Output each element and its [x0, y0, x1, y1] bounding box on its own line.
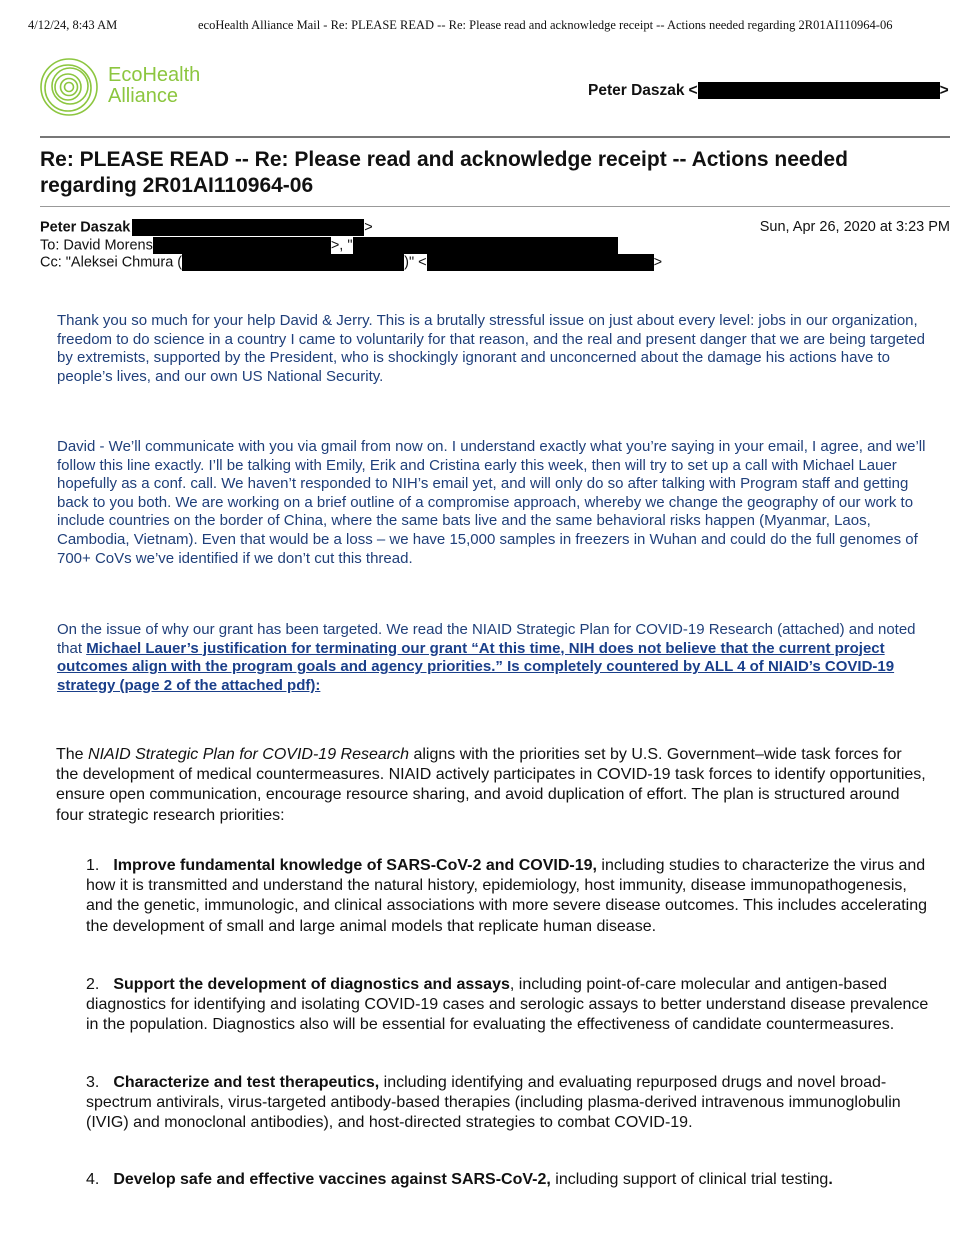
priority-number: 2. [86, 976, 100, 993]
priority-number: 3. [86, 1074, 100, 1091]
priority-text: including support of clinical trial testing [550, 1171, 829, 1188]
priority-number: 4. [86, 1171, 100, 1188]
sent-datetime: Sun, Apr 26, 2020 at 3:23 PM [759, 219, 950, 235]
priority-item-2 [86, 975, 936, 1036]
redaction-bar [182, 254, 404, 271]
print-title: ecoHealth Alliance Mail - Re: PLEASE READ -- Re: Please read and acknowledge receipt -- Actions needed regarding 2R01AI110964-06 [198, 18, 893, 32]
sender-close-bracket: > [364, 219, 373, 236]
message-meta [40, 219, 950, 272]
owner-open-bracket: < [688, 82, 698, 99]
priority-item-1 [86, 856, 936, 937]
sender-name: Peter Daszak [40, 219, 131, 236]
logo-line-1: EcoHealth [108, 64, 201, 86]
cc-close-bracket: > [653, 254, 663, 271]
plan-lead: The [56, 746, 89, 763]
priority-heading: Support the development of diagnostics and assays [113, 976, 510, 993]
redaction-bar [427, 254, 654, 271]
redaction-bar [698, 82, 940, 99]
plan-title: NIAID Strategic Plan for COVID-19 Research [88, 746, 410, 763]
paragraph-3-text: On the issue of why our grant has been targeted. We read the NIAID Strategic Plan for COVID-19 Research (attached) and noted that [57, 621, 916, 657]
body-paragraph-1: Thank you so much for your help David & Jerry. This is a brutally stressful issue on just about every level: jobs in our organization, freedom to do science in a country I came to voluntarily for that reason, and the real and present danger that we are being targeted by extremists, supported by the President, who is shockingly ignorant and unconcerned about the damage his actions have to people’s lives, and our own US National Security. [57, 312, 926, 385]
subject-divider [40, 206, 950, 207]
header-divider [40, 136, 950, 138]
body-paragraph-3 [57, 621, 937, 695]
plan-description: aligns with the priorities set by U.S. Government–wide task forces for the development of medical countermeasures. NIAID actively participates in COVID-19 task forces to identify opportunities, ensure open communication, encourage resource sharing, and avoid duplication of effort. The plan is structured around four strategic research priorities: [56, 746, 926, 824]
strategic-plan-intro [56, 745, 926, 826]
ecohealth-logo [38, 56, 218, 116]
body-paragraph-2: David - We’ll communicate with you via gmail from now on. I understand exactly what you’re saying in your email, I agree, and we’ll follow this line exactly. I’ll be talking with Emily, Erik and Cristina early this week, then will try to set up a call with Michael Lauer hopefully as a conf. call. We haven’t responded to NIH’s email yet, and will only do so after talking with Program staff and getting back to you both. We are working on a brief outline of a compromise approach, whereby we change the geography of our work to include countries on the border of China, where the same bats live and the same behavioral risks happen (Myanmar, Laos, Cambodia, Vietnam). Even that would be a loss – we have 15,000 samples in freezers in Wuhan and could do the full genomes of 700+ CoVs we’ve identified if we don’t cut this thread. [57, 438, 926, 567]
owner-close-bracket: > [939, 82, 949, 99]
logo-line-2: Alliance [108, 85, 179, 107]
to-separator: >, " [330, 236, 353, 253]
redaction-bar [153, 237, 331, 254]
cc-separator: )" < [404, 254, 427, 271]
swirl-logo-icon [38, 56, 100, 118]
priority-number: 1. [86, 857, 100, 874]
priority-text: , including point-of-care molecular and antigen-based diagnostics for identifying and isolating COVID-19 cases and serologic assays to better understand disease prevalence in the population. Diagnostics also will be essential for evaluating the effectiveness of candidate countermeasures. [86, 976, 929, 1034]
priority-text: including identifying and evaluating repurposed drugs and novel broad-spectrum antivirals, virus-targeted antibody-based therapies (including plasma-derived intravenous immunoglobulin (IVIG) and monoclonal antibodies), and host-directed strategies to combat COVID-19. [86, 1074, 901, 1132]
priority-heading: Develop safe and effective vaccines against SARS-CoV-2, [113, 1171, 551, 1188]
print-datetime: 4/12/24, 8:43 AM [28, 18, 118, 32]
to-field: To: David Morens [40, 236, 153, 253]
priority-item-4 [86, 1170, 936, 1190]
email-subject: Re: PLEASE READ -- Re: Please read and acknowledge receipt -- Actions needed regarding 2R01AI110964-06 [40, 148, 848, 197]
redaction-bar [132, 219, 364, 236]
mailbox-owner [588, 82, 949, 100]
priority-item-3 [86, 1073, 936, 1134]
redaction-bar [353, 237, 618, 254]
priority-heading: Characterize and test therapeutics, [113, 1074, 380, 1091]
priority-text: including studies to characterize the virus and how it is transmitted and understand the natural history, epidemiology, host immunity, disease immunopathogenesis, and the genetic, immunologic, and clinical associations with more severe disease outcomes. This includes accelerating the development of small and large animal models that replicate human disease. [86, 857, 928, 935]
cc-field: Cc: "Aleksei Chmura ( [40, 254, 183, 271]
priority-trailing-period: . [828, 1171, 833, 1188]
owner-name: Peter Daszak [588, 82, 685, 99]
priority-heading: Improve fundamental knowledge of SARS-CoV-2 and COVID-19, [113, 857, 597, 874]
lauer-justification-link[interactable]: Michael Lauer’s justification for terminating our grant “At this time, NIH does not believe that the current project outcomes align with the program goals and agency priorities.” Is completely countered by ALL 4 of NIAID’s COVID-19 strategy (page 2 of the attached pdf): [57, 639, 895, 694]
